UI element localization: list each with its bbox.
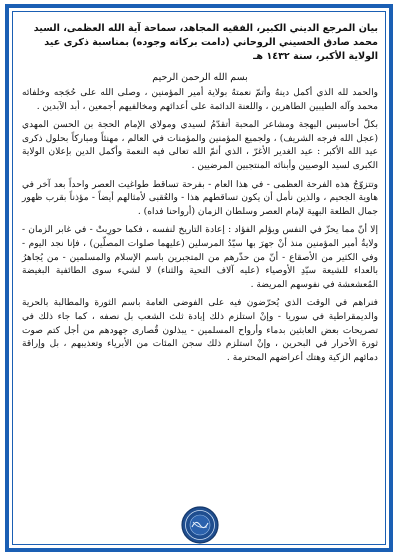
statement-title: بيان المرجع الديني الكبير، الفقيه المجاهد، سماحة آية الله العظمى، السيد محمد صادق الحسيني الروحاني (دامت بركاته وجوده) بمناسبة ذكرى عيد الولاية الأكبر، سنة ١٤٣٢ هـ <box>33 23 378 62</box>
basmala: بسم الله الرحمن الرحيم <box>152 72 248 83</box>
statement-body <box>22 22 378 370</box>
paragraph-3: وتتزوّجُ هذه الفرحة العظمى - في هذا العام - بفرحة تساقط طواغيت العصر واحداً بعد آخر في هاوية الجحيم ، والذين نأمل أن يكون تساقطهم هذا - والعُقبى لأمثالهم أيضاً - مؤذناً بقرب ظهور جمال الطلعة البهية لإمام العصر وسلطان الزمان (أرواحنا فداه) . <box>22 179 378 217</box>
paragraph-2: بكلّ أحاسيس البهجة ومشاعر المحبة أتقدّمُ لسيدي ومولاي الإمام الحجة بن الحسن المهدي (عجل الله فرجه الشريف) ، ولجميع المؤمنين والمؤمنات في العالم ، مهنئاً ومباركاً بحلول ذكرى عيد الله الأكبر : عيد الغدير الأغرّ ، الذي أتمّ الله تعالى فيه النعمة وأكمل الدين بإعلان الولاية الكبرى لسيد الوصيين وأبنائه المنتجبين المرضيين . <box>22 120 378 171</box>
paragraph-1: والحمد لله الذي أكمل دينهُ وأتمّ نعمتهُ بولاية أمير المؤمنين ، وصلى الله على حُجَجه وخلفائه محمد وآله الطيبين الطاهرين ، واللعنة الدائمة على أعدائهم ومخالفيهم أجمعين ، أبد الآبدين . <box>22 88 378 112</box>
paragraph-5: فنراهم في الوقت الذي يُحرّضون فيه على الفوضى العامة باسم الثورة والمطالبة بالحرية والديمقراطية في سوريا - وإنْ استلزم ذلك إبادة ثلث الشعب بل نصفه ، كما جاء ذلك في تصريحات بعض العابثين بدماء وأرواح المسلمين - يبذلون قُصارى جهودهم من أجل كتم صوت ثورة الأحرار في البحرين ، وإنْ استلزم ذلك سجن المئات من الأبرياء وتعذيبهم ، بل وإراقة دمائهم الزكية وهتك أعراضهم المحترمة . <box>22 298 378 363</box>
circular-seal-icon <box>180 505 220 545</box>
paragraph-4: إلا أنّ مما يحزّ في النفس ويؤلم الفؤاد : إعادة التاريخ لنفسه ، فكما حورِبتْ - في غابر الزمان - ولايةُ أمير المؤمنين منذ أنْ جهرَ بها سيّدُ المرسلين (عليهما صلوات المصلّين) ، فإنا نجد اليوم - وفي الكثير من الأصقاع - أنّ من حذّرهم من المتجبرين باسم الإسلام والمسلمين - من يُجاهرُ بالعداء للشيعة سيّدِ الأوصياء (عليه آلاف التحية والثناء) لا لشيء سوى الطائفية البغيضة المُعشعشة في نفوسهم المريضة . <box>22 225 378 290</box>
